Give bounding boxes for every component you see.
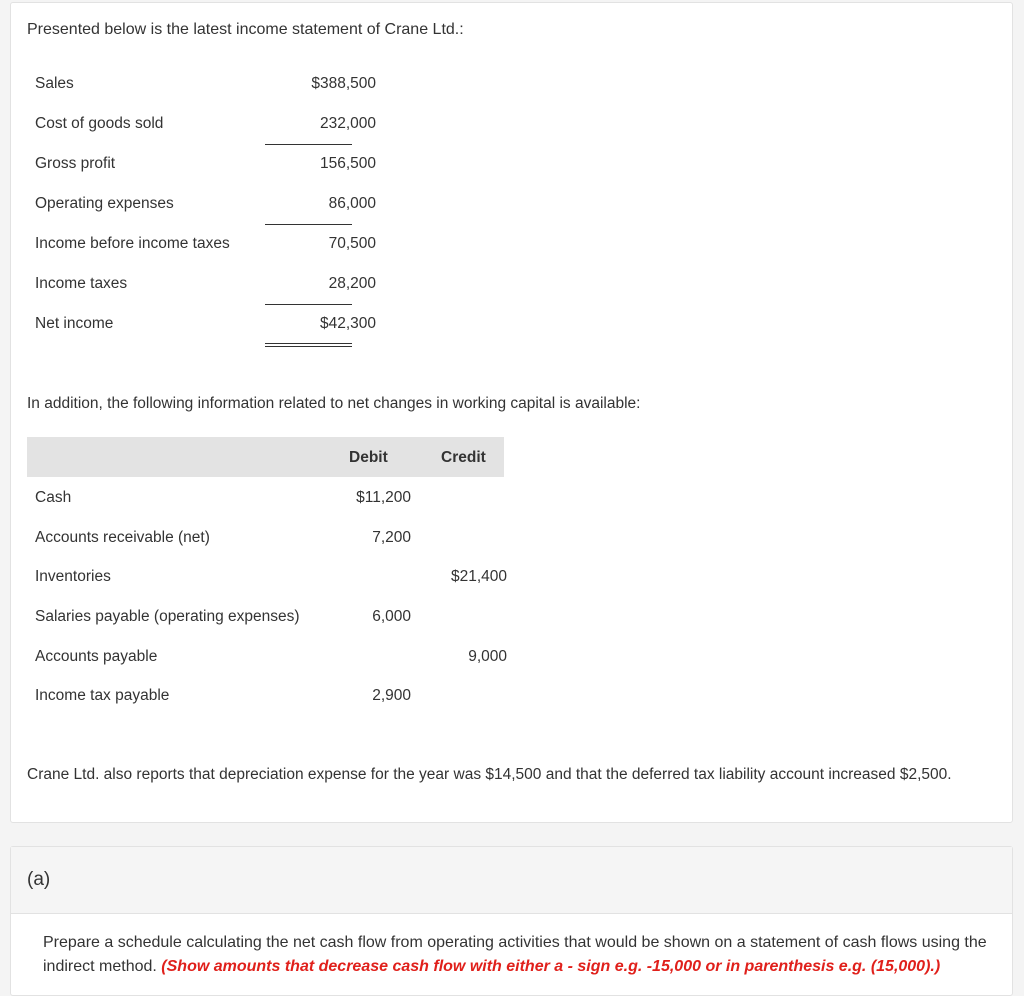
is-row-sales xyxy=(35,75,376,115)
row-label: Accounts receivable (net) xyxy=(35,529,210,546)
part-header xyxy=(11,847,1012,914)
is-amount: 232,000 xyxy=(319,115,376,132)
is-label: Gross profit xyxy=(35,155,116,172)
credit-cell: 9,000 xyxy=(468,648,507,665)
credit-cell: $21,400 xyxy=(450,568,507,585)
debit-cell: $11,200 xyxy=(356,489,411,506)
working-capital-intro: In addition, the following information related to net changes in working capital is available: xyxy=(27,395,641,412)
credit-header: Credit xyxy=(441,449,486,466)
debit-cell: 7,200 xyxy=(372,529,411,546)
underline xyxy=(265,144,352,145)
is-label: Operating expenses xyxy=(35,195,174,212)
is-label: Cost of goods sold xyxy=(35,115,164,132)
is-amount: 70,500 xyxy=(328,235,376,252)
double-underline xyxy=(265,343,352,347)
is-label: Sales xyxy=(35,75,74,92)
underline xyxy=(265,224,352,225)
is-label: Income taxes xyxy=(35,275,128,292)
depreciation-note: Crane Ltd. also reports that depreciation expense for the year was $14,500 and that the deferred tax liability account increased $2,500. xyxy=(27,766,952,783)
table-header xyxy=(27,437,504,477)
is-label: Net income xyxy=(35,315,114,332)
debit-cell: 2,900 xyxy=(372,687,411,704)
part-label: (a) xyxy=(27,869,51,890)
question-text xyxy=(43,931,993,979)
intro-text: Presented below is the latest income statement of Crane Ltd.: xyxy=(27,21,464,38)
is-row-income-before-tax xyxy=(35,235,376,275)
is-row-net-income xyxy=(35,315,376,355)
row-label: Inventories xyxy=(35,568,111,585)
is-label: Income before income taxes xyxy=(35,235,230,252)
is-amount: $42,300 xyxy=(319,315,376,332)
is-amount: 86,000 xyxy=(328,195,376,212)
row-label: Cash xyxy=(35,489,72,506)
table-row xyxy=(35,529,505,559)
is-row-gross-profit xyxy=(35,155,376,195)
table-row xyxy=(35,687,505,717)
table-row xyxy=(35,568,505,598)
table-row xyxy=(35,608,505,638)
is-amount: 28,200 xyxy=(328,275,376,292)
row-label: Salaries payable (operating expenses) xyxy=(35,608,300,625)
problem-card xyxy=(10,2,1013,823)
is-row-cogs xyxy=(35,115,376,155)
underline xyxy=(265,304,352,305)
is-row-income-taxes xyxy=(35,275,376,315)
part-a-card xyxy=(10,846,1013,996)
question-body: Prepare a schedule calculating the net cash flow from operating activities that would be shown on a statement of cash flows using the indirect method. xyxy=(43,934,987,975)
debit-header: Debit xyxy=(349,449,388,466)
row-label: Income tax payable xyxy=(35,687,170,704)
is-amount: $388,500 xyxy=(311,75,376,92)
question-instruction: (Show amounts that decrease cash flow with either a - sign e.g. -15,000 or in parenthesis e.g. (15,000).) xyxy=(161,958,941,975)
debit-cell: 6,000 xyxy=(372,608,411,625)
is-row-opex xyxy=(35,195,376,235)
is-amount: 156,500 xyxy=(319,155,376,172)
table-row xyxy=(35,489,505,519)
row-label: Accounts payable xyxy=(35,648,158,665)
table-row xyxy=(35,648,505,678)
